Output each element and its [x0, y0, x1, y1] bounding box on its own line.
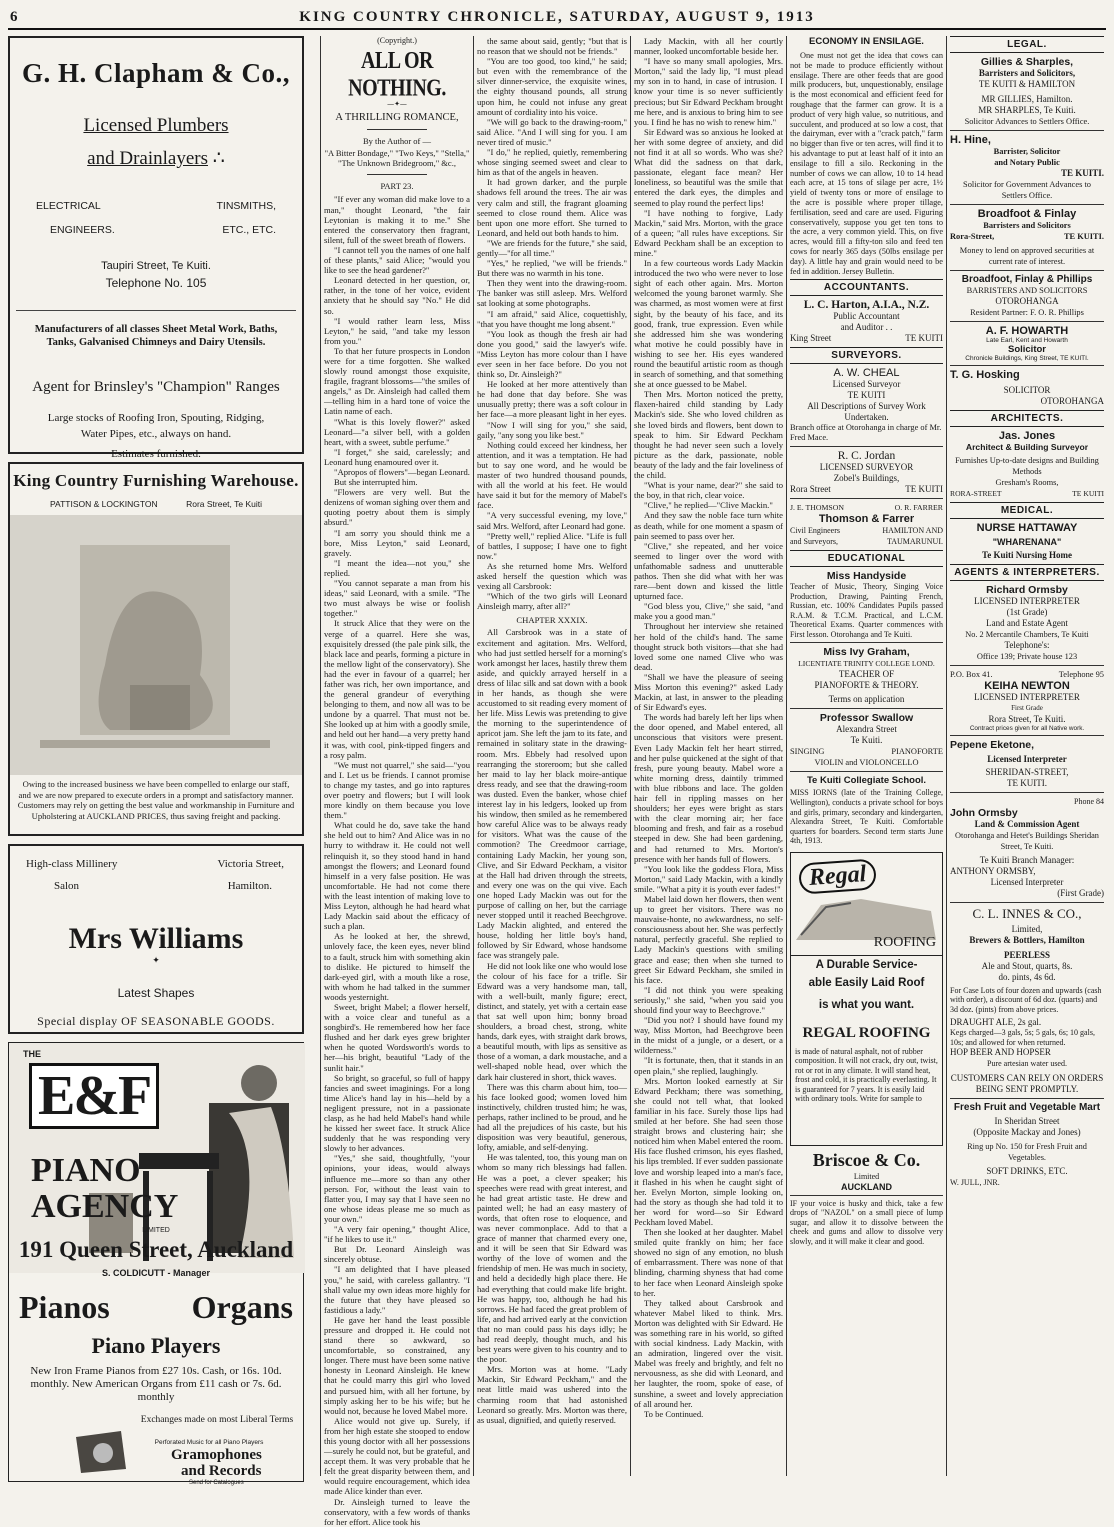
innes-line: Brewers & Bottlers, Hamilton	[969, 935, 1085, 945]
service-etc: ETC., ETC.	[222, 224, 276, 236]
story-chapter: CHAPTER XXXIX.	[516, 615, 588, 626]
tf-line: and Surveyors, TAUMARUNUI.	[790, 537, 943, 547]
ormsby-name: Richard Ormsby	[986, 584, 1068, 596]
fruit-name: Fresh Fruit and Vegetable Mart	[953, 1102, 1101, 1114]
howarth-line: Solicitor	[1007, 344, 1046, 355]
section-agents: AGENTS & INTERPRETERS.	[950, 564, 1104, 581]
gillies-line: MR SHARPLES, Te Kuiti.	[978, 105, 1076, 115]
story-title: ALL OR NOTHING.	[348, 47, 446, 102]
tf-line: Civil Engineers HAMILTON AND	[790, 526, 943, 536]
story-paragraph: "It is fortunate, then, that it stands in an open plain," she replied, laughingly.	[634, 1055, 783, 1076]
tf-partners: J. E. THOMSON O. R. FARRER	[790, 503, 943, 513]
story-paragraph: In a few courteous words Lady Mackin introduced the two who were never to lose sight of each other again. Mrs. Morton welcomed the young baronet warmly. She was charmed, as most women were at first sight, by the beauty of his face, and its good, frank, true expression. Even while she addressed him she was wondering what motive he could possibly have in wishing to see her. His eyes wandered round the beautiful artistic room as though in search of something, and that something she at once guessed to be Mabel.	[634, 258, 783, 390]
story-paragraph: the same about said, gently; "but that is no reason that we should not be friends."	[477, 36, 627, 57]
story-paragraph: "Now I will sing for you," she said, gaily, "any song you like best."	[477, 419, 627, 440]
fruit-line: SOFT DRINKS, ETC.	[986, 1166, 1068, 1177]
story-paragraph: "You are too good, too kind," he said; but even with the remembrance of the silver dinner-service, the exquisite wines, the eighty thousand pounds, all strung upon him, he could not infuse any great amount of cordiality into his voice.	[477, 56, 627, 117]
regal-line-1: A Durable Service-	[791, 955, 942, 971]
howarth-line: Late Earl, Kent and Howarth	[986, 337, 1068, 344]
story-paragraph: "I do," he replied, quietly, remembering whose singing seemed sweet and clear to him as that of the angels in heaven.	[477, 147, 627, 178]
jormsby-line: (First Grade)	[1057, 888, 1104, 898]
story-paragraph: "Yes," he replied, "we will be friends." But there was no warmth in his tone.	[477, 258, 627, 279]
story-text	[324, 194, 470, 1526]
story-paragraph: Throughout her interview she retained her hold of the child's hand. The same thought struck both visitors—that she had loved some one named Clive who was dead.	[634, 621, 783, 672]
story-paragraph: To that her future prospects in London were for a time forgotten. She walked slowly round amongst those exquisite, fragile, fragrant blossoms—"the smiles of angels," as Dr. Ainsleigh had called them—telling him in a hard tone of voice the Latin name of each.	[324, 345, 470, 417]
story-paragraph: All Carsbrook was in a state of excitement and agitation. Mrs. Welford, who had just settled herself for a morning's work amongst her laces, hastily threw them aside, and quickly arrayed herself in a dress of lilac silk and sat down with a book in her hands, as though she were accustomed to sit reading every moment of her life. Miss Lewis was pretending to give the morning to the superintendence of apricot jam. She left the jam to its fate, and remained in solitary state in the drawing-room. Mrs. Ebbely had resolved upon rearranging the storeroom; but she called her maid to lay her black moire-antique dress ready, and see that the drawing-room was dusted. Even the banker, whose chief interest lay in his ledgers, looked up from his window, then smiled as he remembered how careful Alice was to be always ready for visitors. What was the cause of the commotion? The Creedmoor carriage, containing Lady Mackin, her young son, Clive, and Sir Edward Peckham, a visitor at the Hall had driven through the streets, and every one was on the qui vive. Each one hoped Lady Mackin was out for the purpose of calling on her, but the carriage never stopped until it reached Beechgrove. Lady Mackin alighted, and entered the house, holding her little boy's hand, followed by Sir Edward, whose handsome face was strangely pale.	[477, 627, 627, 961]
swallow-line: VIOLIN and VIOLONCELLO	[814, 758, 919, 768]
clapham-stock: Large stocks of Roofing Iron, Spouting, Ridging, Water Pipes, etc., always on hand.	[47, 412, 265, 440]
gillies-line: MR GILLIES, Hamilton.	[981, 94, 1073, 104]
regal-logo: Regal	[798, 858, 877, 894]
story-paragraph: So bright, so graceful, so full of happy fancies and sweet imaginings. For a long time Alice's hand lay in his—held by a negligent pressure, not in a passionate clasp, as he had held Mabel's hand while he kissed her sweet face. It struck Alice suddenly that he was responding very slowly to her advances.	[324, 1072, 470, 1154]
story-paragraph: "What is your name, dear?" she said to the boy, in that rich, clear voice.	[634, 480, 783, 501]
clapham-estimates: Estimates furnished.	[111, 448, 201, 460]
bf-line: Money to lend on approved securities at current rate of interest.	[959, 246, 1095, 266]
cheal-line: Licensed Surveyor	[832, 379, 901, 390]
story-paragraph: "God bless you, Clive," she said, "and make you a good man."	[634, 601, 783, 622]
service-electrical: ELECTRICAL	[36, 200, 101, 212]
innes-line: Limited,	[1011, 924, 1043, 934]
clapham-manufacturing: Manufacturers of all classes Sheet Metal Work, Baths, Tanks, Galvanised Chimneys and Dairy Utensils.	[34, 324, 278, 348]
story-works: "A Bitter Bondage," "Two Keys," "Stella," "The Unknown Bridegroom," &c.,	[324, 148, 470, 169]
section-surveyors: SURVEYORS.	[790, 347, 943, 364]
page-number: 6	[10, 9, 18, 25]
story-paragraph: Lady Mackin, with all her courtly manner, looked uncomfortable beside her.	[634, 36, 783, 57]
story-paragraph: He gave her hand the least possible pressure and dropped it. He could not stand there so awkward, so uncomfortable, so constrained, any longer. There must have been some native honesty in Leonard Ainsleigh. He knew that he could marry this girl who loved and pursued him, with all her fortune, by simply asking her to be his wife; but he would not, because he loved Mabel more.	[324, 1314, 470, 1416]
hine-line: and Notary Public	[994, 158, 1060, 167]
story-paragraph: "What is this lovely flower?" asked Leonard—"a silver bell, with a golden heart, with a sweet, subtle perfume."	[324, 416, 470, 447]
story-paragraph: What could he do, save take the hand she held out to him? And Alice was in no hurry to withdraw it. He could not well relinquish it, so they stood hand in hand amongst the flowers; and Leonard found himself in a very false position. He was uncomfortable. He had not come there with the least intention of making love to Miss Leyton, although he had heard what Lady Mackin said about the efficacy of such a plan.	[324, 820, 470, 932]
story-paragraph: It had grown darker, and the purple shadows fell around the trees. The air was very calm and still, the fragrant gloaming seemed to close round them. Alice was bent upon one more effort. She turned to Leonard, and held out both hands to him.	[477, 177, 627, 238]
williams-display: Special display OF SEASONABLE GOODS.	[37, 1014, 275, 1028]
bfp-line: OTOROHANGA	[995, 296, 1059, 306]
story-paragraph: "Clive," she repeated, and her voice seemed to linger over the word with unfathomable sadness and unutterable pathos. Then she did what with her was rare—bent down and kissed the little upturned face.	[634, 540, 783, 602]
newton-line: LICENSED INTERPRETER	[974, 692, 1080, 702]
section-legal: LEGAL.	[950, 36, 1104, 53]
cheal-line: TE KUITI	[847, 390, 886, 401]
hattaway-name: NURSE HATTAWAY	[976, 522, 1078, 534]
handyside-name: Miss Handyside	[826, 570, 907, 583]
harton-name: L. C. Harton, A.I.A., N.Z.	[803, 299, 930, 312]
piano-badge: E&F	[29, 1063, 159, 1129]
clapham-services-row	[50, 224, 276, 236]
story-paragraph: Then Mrs. Morton noticed the pretty, flaxen-haired child standing by Lady Mackin's side. She who loved children as she loved birds and flowers, bent down to speak to him. Sir Edward Peckham thought he had never seen such a lovely picture as the dark, passionate, noble beauty of the lady and the fair loveliness of the child.	[634, 389, 783, 481]
graham-line: PIANOFORTE & THEORY.	[814, 680, 919, 691]
story-text	[477, 36, 627, 1425]
story-paragraph: "If ever any woman did make love to a man," thought Leonard, "the fair Leytonian is making it to me." She entered the conservatory then fragrant, silent, full of the sweet breath of flowers.	[324, 194, 470, 245]
ormsby-line: Land and Estate Agent	[986, 618, 1068, 628]
jordan-name: R. C. Jordan	[837, 450, 896, 463]
advert-column	[8, 36, 310, 1486]
story-paragraph: "I have so many small apologies, Mrs. Morton," said the lady lip, "I must plead my son in to hand, in case of intrusion. I know your time is so never sufficiently precious; but Sir Edward Peckham brought me here, and is anxious to bring him to see you. I find he has no wish to renew him."	[634, 56, 783, 127]
howarth-line: Chronicle Buildings, King Street, TE KUITI.	[965, 355, 1089, 362]
eketone-line: SHERIDAN-STREET,	[985, 767, 1069, 777]
piano-the: THE	[23, 1049, 41, 1059]
clapham-phone: Telephone No. 105	[105, 276, 207, 290]
harton-line: Public Accountant	[833, 311, 900, 322]
ormsby-line: LICENSED INTERPRETER	[974, 596, 1080, 606]
gillies-line: Solicitor Advances to Settlers Office.	[964, 117, 1090, 126]
hosking-line: SOLICITOR	[1003, 385, 1051, 395]
clapham-trade-line-2: and Drainlayers ∴	[87, 148, 225, 169]
hine-line: TE KUITI.	[1060, 168, 1104, 178]
story-paragraph: "I forget," she said, carelessly; and Leonard hung enamoured over it.	[324, 446, 470, 467]
handyside-body: Teacher of Music, Theory, Singing Voice Production, Drawing, Painting French, Russian, etc. 100% Candidates Pupils passed R.A.M. & T.C.M. Practical, and L.C.M. Theoretical Exams. Quarter commences with First lesson. Otorohanga and Te Kuiti.	[790, 582, 943, 639]
piano-agency-2: AGENCY	[31, 1188, 179, 1225]
fruit-line: Ring up No. 150 for Fresh Fruit and Vegetables.	[967, 1142, 1087, 1163]
jormsby-line: ANTHONY ORMSBY,	[950, 866, 1036, 876]
story-part: PART 23.	[380, 181, 414, 192]
newton-line: First Grade	[1011, 704, 1043, 712]
jones-line: Architect & Building Surveyor	[965, 442, 1089, 452]
regal-line-3: is what you want.	[818, 998, 915, 1011]
ensilage-body: One must not get the idea that cows can not be made to produce efficiently without ensilage. There are other feeds that are good milk producers, but, unquestionably, ensilage is the most economical and efficient feed for roughage that the farmer can grow. It is a product of very high value, so nutritious, and succulent, and produced at so low a cost, that the dairyman, ever with a "crack patch," farm no bigger than five or ten acres, will find it to his advantage to put at least half of it into an ensilage to fill a silo. Reckoning in the number of cows we can allow, 10 to 14 head each acre, at 15 tons of silage per acre, 1½ yield of twenty tons or more of ensilage to the acre is possible where proper tillage, fertilisation, seed and care are used. Figuring conservatively, suppose you get ten tons to the acre, a very common yield. This, on five acres, would fill a fifty-ton silo and feed ten cows for nearly 365 days (50lbs ensilage per day). A little hay and grain would need to be fed in addition. Jersey Bulletin.	[790, 51, 943, 276]
jordan-line: Zobel's Buildings,	[833, 473, 900, 484]
hattaway-line: "WHARENANA"	[992, 537, 1062, 547]
masthead	[8, 6, 1106, 30]
innes-line: DRAUGHT ALE, 2s gal.	[950, 1017, 1042, 1028]
story-paragraph: "Clive," he replied—"Clive Mackin."	[644, 500, 773, 511]
jones-name: Jas. Jones	[998, 430, 1056, 442]
furnishing-advert	[8, 462, 304, 836]
gillies-line: TE KUITI & HAMILTON	[978, 79, 1076, 89]
newton-line: Rora Street, Te Kuiti.	[988, 714, 1066, 724]
story-paragraph: Then they went into the drawing-room. The banker was still asleep. Mrs. Welford sat looking at some photographs.	[477, 278, 627, 309]
section-medical: MEDICAL.	[950, 502, 1104, 519]
piano-records: and Records	[181, 1463, 262, 1479]
piano-agency-1: PIANO	[31, 1152, 141, 1189]
story-paragraph: He did not look like one who would lose the colour of his face for a trifle. Sir Edward was a very handsome man, tall, with a well-built, manly figure; erect, distinct, and stately, yet with a certain ease that sat well upon him; bonny broad shoulders, a broad chest, strong, white hands, dark eyes, with straight dark brows, a beautiful mouth, with lips as sensitive as those of a woman, a dark moustache, and a well-shaped noble head, over which the dark hair clustered in short, thick waves.	[477, 960, 627, 1082]
regal-line-2: able Easily Laid Roof	[808, 976, 925, 989]
story-paragraph: "I am afraid," said Alice, coquettishly, "that you have thought me long absent."	[477, 308, 627, 329]
regal-roofing-advert	[790, 852, 943, 1146]
story-column-1: (Copyright.) ALL OR NOTHING. —✦— A THRILLING ROMANCE, By the Author of — "A Bitter Bondage," "Two Keys," "Stella," "The Unknown Bridegroom," &c., PART 23. "If ever any woman did make love to a man," thought Leonard, "the fair Leytonian is making it to me." She entered the conservatory then fragrant, silent, full of the sweet breath of flowers. "I cannot tell you the names of one half of these plants," said Alice; "would you like to see the head gardener?" Leonard detected in her question, or, rather, in the tone of her voice, evident anxiety that he should say "No." He did so. "I would rather learn less, Miss Leyton," he said, "and take my lesson from you." To that her future prospects in London were for a time forgotten. She walked slowly round amongst those exquisite, fragile, fragrant blossoms—"the smiles of angels," as Dr. Ainsleigh had called them—telling him in a hard tone of voice the Latin name of each. "What is this lovely flower?" asked Leonard—"a silver bell, with a golden heart, with a sweet, subtle perfume." "I forget," she said, carelessly; and Leonard hung enamoured over it. "Apropos of flowers"—began Leonard. But she interrupted him. "Flowers are very well. But the denizens of woman sighing over them and quoting poetry about them is simply absurd." "I am sorry you should think me a bore, Miss Leyton," said Leonard, gravely. "I meant the idea—not you," she replied. "You cannot separate a man from his ideas," said Leonard, with a smile. "The two must always be wise or foolish together." It struck Alice that they were on the verge of a quarrel. Here she was, exquisitely dressed (the pale pink silk, the black lace and pearls, forming a picture in the mellow light of the conservatory). She had the ever in favour of a quarrel; her father was rich, her own importance, and the general grandeur of everything belonging to them, and now all was to be undone by a quarrel. That must not be. She looked up at him with a goodly smile, and held out her hand—a very pretty hand it was, with cool, pink-tipped fingers and a rosy palm. "We must not quarrel," she said—"you and I. Let us be friends. I cannot promise to change my tastes, and go into raptures over poetry and flowers; but I will look more kindly on them because you love them." What could he do, save take the hand she held out to him? And Alice was in no hurry to withdraw it. He could not well relinquish it, so they stood hand in hand amongst the flowers; and Leonard found himself in a very false position. He was uncomfortable. He had not come there with the least intention of making love to Miss Leyton, although he had heard what Lady Mackin said about the efficacy of such a plan. As he looked at her, the shrewd, unlovely face, the keen eyes, never blind to a fault, struck him with something akin to dislike. He pictured to himself the dark-eyed girl, with a mouth like a rose, with whom he had talked in the summer woods yesternight. Sweet, bright Mabel; a flower herself, with a voice clear and tuneful as a songbird's. He remembered how her face flushed and her dark eyes grew brighter when he quoted Wordsworth's words to her—his bright, beautiful "Lady of the sunlit hair." So bright, so graceful, so full of happy fancies and sweet imaginings. For a long time Alice's hand lay in his—held by a negligent pressure, not in a passionate clasp, as he had held Mabel's hand while he kissed her sweet face. It struck Alice suddenly that he was responding very slowly to her advances. "Yes," she said, thoughtfully, "your opinions, your ideas, would always influence me—more so than any other person. For, without the least vain to flatter you, I may say that I have seen no one whose ideas please me so much as your own." "A very fair opening," thought Alice, "if he likes to use it." But Dr. Leonard Ainsleigh was sincerely obtuse. "I am delighted that I have pleased you," he said, with careless gallantry. "I shall value my own ideas more highly for the future that they have pleased so fastidious a lady." He gave her hand the least possible pressure and dropped it. He could not stand there so awkward, so uncomfortable, so constrained, any longer. There must have been some native honesty in Leonard Ainsleigh. He knew that he could marry this girl who loved and pursued him, with all her fortune, by simply asking her to be his wife; but he would not, because he loved Mabel more. Alice would not give up. Surely, if from her high estate she stooped to endow this young doctor with all her possessions—surely he could not, but be grateful, and accept them. It was very probable that he felt the great disparity between them, and would require encouragement, which idea made Alice kinder than ever. Dr. Ainsleigh turned to leave the conservatory, with a few words of thanks for her effort. Alice took his	[324, 36, 470, 1527]
piano-exchange: Exchanges made on most Liberal Terms	[140, 1415, 294, 1425]
section-educational: EDUCATIONAL	[790, 550, 943, 567]
story-paragraph: "A very fair opening," thought Alice, "if he likes to use it."	[324, 1224, 470, 1245]
bfp-name: Broadfoot, Finlay & Phillips	[961, 274, 1093, 285]
piano-send: Send for Catalogues	[189, 1480, 244, 1486]
clapham-agent: Agent for Brinsley's "Champion" Ranges	[32, 379, 280, 395]
jormsby-name: John Ormsby	[950, 807, 1018, 819]
jones-address: RORA-STREET TE KUITI	[950, 489, 1104, 498]
tf-name: Thomson & Farrer	[818, 513, 915, 526]
story-paragraph: Sir Edward was so anxious he looked at her with some degree of anxiety, and did not find it at all so words. Who was she? What did the sadness on that dark, passionate, elegant face mean? Her loneliness, so beautiful was the smile that entered the dark eyes, the dimples and seemed to play round the perfect lips!	[634, 126, 783, 208]
jordan-address: Rora Street TE KUITI	[790, 484, 943, 495]
fruit-line: In Sheridan Street	[994, 1116, 1060, 1127]
innes-line: For Case Lots of four dozen and upwards (cash with order), a discount of 6d doz. (quarts) and 3d doz. (pints) from above prices.	[950, 986, 1102, 1014]
williams-town: Hamilton.	[227, 880, 272, 892]
bf-line: Barristers and Solicitors	[983, 221, 1071, 230]
jordan-line: LICENSED SURVEYOR	[819, 462, 914, 473]
story-paragraph: "Yes," she said, thoughtfully, "your opinions, your ideas, would always influence me—more so than any other person. For, without the least vain to flatter you, I may say that I have seen no one whose ideas please me so much as your own."	[324, 1153, 470, 1224]
story-paragraph: "We will go back to the drawing-room," said Alice. "And I will sing for you. I am never tired of music."	[477, 116, 627, 147]
jormsby-line: Otorohanga and Hetet's Buildings Sheridan Street, Te Kuiti.	[955, 831, 1099, 851]
story-paragraph: Dr. Ainsleigh turned to leave the conservatory, with a few words of thanks for her effort. Alice took his	[324, 1496, 470, 1527]
piano-agency-advert	[8, 1042, 304, 1486]
swallow-line: Te Kuiti.	[850, 735, 883, 746]
piano-gramophones: Gramophones	[171, 1447, 262, 1463]
briscoe-name: Briscoe & Co.	[812, 1149, 921, 1170]
section-architects: ARCHITECTS.	[950, 410, 1104, 427]
hattaway-line: Te Kuiti Nursing Home	[982, 550, 1072, 560]
story-paragraph: Sweet, bright Mabel; a flower herself, with a voice clear and tuneful as a songbird's. He remembered how her face flushed and her dark eyes grew brighter when he quoted Wordsworth's words to her—his bright, beautiful "Lady of the sunlit hair."	[324, 1001, 470, 1073]
story-subtitle: A THRILLING ROMANCE,	[335, 112, 459, 124]
regal-body: is made of natural asphalt, not of rubber composition. It will not crack, dry out, twist, rot or rot in any climate. It will stand heat, frost and cold, it is practically everlasting. It is guaranteed for 7 years. It is easily laid with ordinary tools. Write for sample to	[795, 1046, 938, 1103]
williams-street: Victoria Street,	[217, 858, 284, 870]
cheal-line: All Descriptions of Survey Work Undertaken.	[807, 401, 926, 423]
harton-line: and Auditor . .	[840, 322, 893, 333]
bf-address: Rora-Street, TE KUITI.	[950, 232, 1104, 241]
story-paragraph: Alice would not give up. Surely, if from her high estate she stooped to endow this young doctor with all her possessions—surely he could not, but be grateful, and accept them. It was very probable that he felt the great disparity between them, and would require encouragement, which idea made Alice kinder than ever.	[324, 1415, 470, 1497]
jones-line: Furnishes Up-to-date designs and Building Methods	[955, 456, 1099, 476]
newton-line: Contract prices given for all Native work.	[969, 725, 1085, 732]
story-paragraph: Nothing could exceed her kindness, her attention, and it was a temptation. He had but to say one word, and he would be master of two hundred thousand pounds, with all the world at his feet. He would have said it but for the memory of Mabel's face.	[477, 439, 627, 511]
story-paragraph: The words had barely left her lips when the door opened, and Mabel entered, all unconscious that visitors were present. Even Lady Mackin felt her heart stirred, and her pulse quickened at the sight of that fresh, pure young beauty. Mabel wore a white morning dress, daintily trimmed with blue ribbons and lace. The golden hair fell in rippling masses on her shoulders; her eyes were bright as stars with the clear morning air; her face blooming and fresh, and fair as a rosebud steeped in dew. She had been gardening, and had returned to Mrs. Morton's presence with her hands full of flowers.	[634, 712, 783, 864]
column-rule	[946, 36, 947, 1476]
hine-name: H. Hine,	[950, 134, 991, 146]
newton-name: KEIHA NEWTON	[984, 680, 1070, 692]
hosking-line: OTOROHANGA	[1040, 396, 1104, 406]
story-paragraph: And they saw the noble face turn white as death, while for one moment a spasm of pain seemed to pass over her.	[634, 510, 783, 541]
jormsby-line: Licensed Interpreter	[990, 877, 1064, 887]
clapham-address: Taupiri Street, Te Kuiti.	[101, 260, 211, 272]
innes-line: PEERLESS	[1003, 950, 1051, 960]
hine-line: Barrister, Solicitor	[993, 147, 1061, 156]
column-rule	[473, 36, 474, 1476]
graham-line: LICENTIATE TRINITY COLLEGE LOND.	[798, 659, 935, 669]
column-rule	[630, 36, 631, 1476]
williams-row	[26, 858, 284, 870]
story-column-3	[634, 36, 783, 1476]
directory-column-right	[950, 36, 1104, 1476]
college-head: Te Kuiti Collegiate School.	[806, 775, 927, 787]
fruit-line: W. JULL, JNR.	[950, 1178, 1000, 1188]
piano-manager: S. COLDICUTT - Manager	[101, 1268, 210, 1278]
story-paragraph: As he looked at her, the shrewd, unlovely face, the keen eyes, never blind to a fault, struck him with something akin to dislike. He pictured to himself the dark-eyed girl, with a mouth like a rose, with whom he had talked in the summer woods yesternight.	[324, 931, 470, 1002]
fruit-line: (Opposite Mackay and Jones)	[973, 1127, 1081, 1138]
furnishing-name: King Country Furnishing Warehouse.	[13, 471, 299, 490]
story-paragraph: "Apropos of flowers"—began Leonard.	[334, 467, 470, 477]
nazol-ad: IF your voice is husky and thick, take a few drops of "NAZOL" on a small piece of lump sugar, and allow it to dissolve between the cheek and gums and allow to dissolve very slowly, and it will make it clear and good.	[790, 1198, 943, 1246]
story-copyright: (Copyright.)	[377, 36, 417, 45]
eketone-line: Licensed Interpreter	[987, 754, 1067, 764]
newspaper-title: KING COUNTRY CHRONICLE, SATURDAY, AUGUST 9, 1913	[299, 9, 815, 25]
story-paragraph: Leonard detected in her question, or, rather, in the tone of her voice, evident anxiety that he should say "No." He did so.	[324, 275, 470, 316]
story-paragraph: "You cannot separate a man from his ideas," said Leonard, with a smile. "The two must always be wise or foolish together."	[324, 578, 470, 619]
gillies-name: Gillies & Sharples,	[980, 56, 1074, 68]
cheal-line: Branch office at Otorohanga in charge of Mr. Fred Mace.	[790, 423, 942, 443]
story-paragraph: "Shall we have the pleasure of seeing Miss Morton this evening?" asked Lady Mackin, at last, in answer to the pleading of Sir Edward's eyes.	[634, 671, 783, 713]
story-text	[634, 36, 783, 1419]
harton-address: King Street TE KUITI	[790, 333, 943, 344]
eketone-name: Pepene Eketone,	[950, 739, 1035, 751]
cheal-name: A. W. CHEAL	[833, 367, 900, 380]
story-paragraph: They talked about Carsbrook and whatever Mabel liked to think. Mrs. Morton was delighted with Sir Edward. He was something rare in his world, so gifted with social kindness. Lady Mackin, with an admiration, lingered over the visit. Mabel was freely and brightly, and felt no nervousness, as she did with Leonard, and her laughter, the room, spoke of ease, of sunshine, a sweet and lovely appreciation of all around her.	[634, 1297, 783, 1409]
story-paragraph: "I did not think you were speaking seriously," she said, "when you said you should find your way to Beechgrove."	[634, 984, 783, 1015]
newspaper-page	[8, 6, 1106, 1527]
gillies-line: Barristers and Solicitors,	[978, 68, 1076, 78]
piano-address: 191 Queen Street, Auckland	[18, 1237, 294, 1262]
innes-line: CUSTOMERS CAN RELY ON ORDERS BEING SENT PROMPTLY.	[950, 1073, 1104, 1095]
story-paragraph: He was talented, too, this young man on whom so many rich blessings had fallen. He was a poet, a clever speaker; his speeches were read with great interest, and he had great artistic taste. He drew and painted well; he had an easy mastery of words, that often rose to eloquence, and was never commonplace. Add to that a grace of manner that charmed every one, and it will be seen that Sir Edward was worthy of the love of women and the friendship of men. He was much in society, and held a decidedly high place there. He had everything that could make life bright. He was happy, too, although he had his sorrows. He had faced the great problem of life, and had arrived early at the conviction that no man could pass his days idly; he had read deeply, thought much, and his best years were given to his country and to the poor.	[477, 1152, 627, 1365]
story-paragraph: Mrs. Morton was at home. "Lady Mackin, Sir Edward Peckham," and the neat little maid was ushered into the charming room that had astonished Leonard so greatly. Mrs. Morton was there, as usual, dignified, and quietly reserved.	[477, 1364, 627, 1425]
story-byline: By the Author of —	[363, 136, 431, 147]
innes-name: C. L. INNES & CO.,	[972, 906, 1082, 921]
howarth-name: A. F. HOWARTH	[985, 325, 1069, 337]
column-rule	[786, 36, 787, 1476]
warehouse-image	[10, 515, 302, 775]
story-paragraph: Mabel laid down her flowers, then went up to greet her visitors. There was no mauvaise-honte, no awkwardness, no self-consciousness about her. She was perfectly natural, perfectly graceful. She replied to Lady Mackin's questions with smiling grace and ease; then when she turned to greet Sir Edward Peckham, she smiled in his face.	[634, 893, 783, 985]
piano-players: Piano Players	[91, 1333, 221, 1358]
story-paragraph: But Dr. Leonard Ainsleigh was sincerely obtuse.	[324, 1244, 470, 1265]
jormsby-line: Te Kuiti Branch Manager:	[979, 855, 1075, 865]
ensilage-head: ECONOMY IN ENSILAGE.	[809, 36, 924, 47]
story-paragraph: "You look like the goddess Flora, Miss Morton," said Lady Mackin, with a kindly smile. "What a pity it is youth ever fades!"	[634, 863, 783, 894]
bfp-line: Resident Partner: F. O. R. Phillips	[970, 308, 1084, 317]
williams-salon: Salon	[54, 880, 80, 892]
college-body: MISS IORNS (late of the Training College, Wellington), conducts a private school for boys and girls, primary, secondary and kindergarten, Alexandra Street, Te Kuiti. Comfortable quarters for boarders. Second term starts June 4th, 1913.	[790, 788, 943, 846]
ormsby-line: Telephone's:	[1004, 640, 1050, 650]
innes-line: Ale and Stout, quarts, 8s.	[981, 961, 1073, 971]
directory-column-mid	[790, 36, 943, 1476]
clapham-advert	[8, 36, 304, 460]
column-rule	[320, 36, 321, 1476]
story-paragraph: "We must not quarrel," she said—"you and I. Let us be friends. I cannot promise to change my tastes, and go into raptures over poetry and flowers; but I will look more kindly on them because you love them."	[324, 759, 470, 821]
williams-name: Mrs Williams	[68, 922, 244, 955]
clapham-services-row	[36, 200, 276, 212]
story-paragraph: There was this charm about him, too—his face looked good; women loved him instinctively, children trusted him; he was, perhaps, rather inclined to be proud, and he had all the prejudices of his caste, but his disposition was very beautiful, generous, lofty, amiable, and self-denying.	[477, 1081, 627, 1153]
furnishing-proprietors: PATTISON & LOCKINGTON	[50, 499, 158, 509]
jones-line: Gresham's Rooms,	[995, 478, 1059, 487]
story-paragraph: "Which of the two girls will Leonard Ainsleigh marry, after all?"	[477, 591, 627, 612]
service-engineers: ENGINEERS.	[50, 224, 115, 236]
regal-roofing-img: ROOFING	[873, 934, 936, 950]
piano-products	[19, 1289, 293, 1326]
swallow-name: Professor Swallow	[819, 712, 914, 725]
furnishing-body: Owing to the increased business we have been compelled to enlarge our staff, and we are now prepared to execute orders in a prompt and satisfactory manner. Customers may rely on getting the best value and workmanship in Furniture and Upholstering at AUCKLAND PRICES, thus saving freight and packing.	[17, 779, 295, 821]
ormsby-line: (1st Grade)	[1006, 607, 1048, 617]
eketone-line: TE KUITI.	[1007, 778, 1047, 788]
piano-limited: LIMITED	[142, 1227, 170, 1234]
story-paragraph: "Did you not? I should have found my way, Miss Morton, had Beechgrove been in the midst of a jungle, or a desert, or a wilderness."	[634, 1015, 783, 1056]
service-tinsmiths: TINSMITHS,	[216, 200, 276, 212]
story-paragraph: "I cannot tell you the names of one half of these plants," said Alice; "would you like to see the head gardener?"	[324, 244, 470, 276]
graham-line: TEACHER OF	[838, 669, 895, 680]
swallow-line: Alexandra Street	[836, 724, 897, 735]
hine-line: Solicitor for Government Advances to Settlers Office.	[963, 180, 1091, 200]
piano-offer: New Iron Frame Pianos from £27 10s. Cash, or 16s. 10d. monthly. New American Organs from £11 cash or 7s. 6d. monthly	[30, 1365, 282, 1403]
ormsby-line: No. 2 Mercantile Chambers, Te Kuiti	[965, 630, 1089, 639]
story-paragraph: It struck Alice that they were on the verge of a quarrel. Here she was, exquisitely dressed (the pale pink silk, the black lace and pearls, forming a picture in the mellow light of the conservatory). She had the ever in favour of a quarrel; her father was rich, her own importance, and the general grandeur of everything belonging to them, and now all was to be undone by a quarrel. That must not be. She looked up at him with a goodly smile, and held out her hand—a very pretty hand it was, with cool, pink-tipped fingers and a rosy palm.	[324, 618, 470, 760]
jormsby-phone: Phone 84	[1074, 797, 1104, 806]
story-column-2	[477, 36, 627, 1476]
clapham-trade-line-1: Licensed Plumbers	[83, 115, 229, 136]
williams-shapes: Latest Shapes	[117, 986, 195, 1000]
story-paragraph: Then she looked at her daughter. Mabel smiled quite frankly on him; her face showed no sign of any emotion, no blush of embarrassment. There was none of that blinding, charming shyness that had come to her face when Leonard Ainsleigh spoke to her.	[634, 1227, 783, 1298]
piano-organs: Organs	[191, 1289, 293, 1325]
story-paragraph: "A very successful evening, my love," said Mrs. Welford, after Leonard had gone.	[477, 510, 627, 531]
story-paragraph: To be Continued.	[644, 1408, 704, 1419]
williams-millinery: High-class Millinery	[26, 858, 118, 870]
section-accountants: ACCOUNTANTS.	[790, 279, 943, 296]
williams-advert: High-class Millinery Victoria Street, Salon Hamilton. Mrs Williams ✦ Latest Shapes Special display OF SEASONABLE GOODS.	[8, 844, 304, 1034]
graham-name: Miss Ivy Graham,	[823, 646, 910, 659]
story-paragraph: "I am delighted that I have pleased you," he said, with careless gallantry. "I shall value my own ideas more highly for the future that they have pleased so fastidious a lady."	[324, 1264, 470, 1315]
story-paragraph: As she returned home Mrs. Welford asked herself the question which was vexing all Carsbrook:	[477, 560, 627, 592]
briscoe-line: Limited	[853, 1171, 880, 1181]
piano-pianos: Pianos	[19, 1289, 110, 1325]
piano-catalogue: Perforated Music for all Piano Players	[154, 1439, 264, 1446]
innes-line: Pure artesian water used.	[987, 1059, 1067, 1069]
bfp-line: BARRISTERS AND SOLICITORS	[966, 286, 1088, 295]
graham-line: Terms on application	[828, 694, 905, 705]
story-paragraph: But she interrupted him.	[334, 477, 418, 488]
story-paragraph: "You look as though the fresh air had done you good," said the lawyer's wife. "Miss Leyton has more colour than I have ever seen in her face before. Do you not think so, Dr. Ainsleigh?"	[477, 328, 627, 380]
story-paragraph: "Pretty well," replied Alice. "Life is full of battles, I suppose; I have one to fight now."	[477, 530, 627, 561]
bf-name: Broadfoot & Finlay	[977, 208, 1077, 220]
story-paragraph: He looked at her more attentively than he had done that day before. She was unusually pretty; there was a soft colour in her face—a more pleasant light in her eyes.	[477, 379, 627, 420]
gramophone-image	[71, 1429, 141, 1477]
hosking-name: T. G. Hosking	[950, 369, 1020, 381]
swallow-subjects: SINGING PIANOFORTE	[790, 747, 943, 757]
story-paragraph: "Flowers are very well. But the denizens of woman sighing over them and quoting poetry about them is simply absurd."	[324, 487, 470, 528]
story-paragraph: "I meant the idea—not you," she replied.	[324, 557, 470, 578]
story-paragraph: "We are friends for the future," she said, gently—"for all time."	[477, 237, 627, 258]
newton-contacts: P.O. Box 41. Telephone 95	[950, 670, 1104, 679]
story-paragraph: "I am sorry you should think me a bore, Miss Leyton," said Leonard, gravely.	[324, 527, 470, 558]
jormsby-line: Land & Commission Agent	[974, 819, 1080, 829]
innes-line: Kegs charged—3 gals, 5s; 5 gals, 6s; 10 gals, 10s; and allowed for when returned.	[950, 1028, 1095, 1047]
furnishing-address: Rora Street, Te Kuiti	[186, 499, 262, 509]
williams-row	[54, 880, 272, 892]
furnishing-address-row	[50, 499, 262, 509]
clapham-name: G. H. Clapham & Co.,	[21, 58, 291, 88]
innes-line: HOP BEER AND HOPSER	[950, 1047, 1051, 1058]
story-paragraph: "I have nothing to forgive, Lady Mackin," said Mrs. Morton, with the grace of a queen; "all rules have exceptions. Sir Edward Peckham shall be an exception to mine."	[634, 207, 783, 258]
story-paragraph: "I would rather learn less, Miss Leyton," he said, "and take my lesson from you."	[324, 315, 470, 346]
ormsby-line: Office 139; Private house 123	[976, 652, 1078, 661]
innes-line: do. pints, 4s 6d.	[998, 972, 1056, 982]
briscoe-line: AUCKLAND	[841, 1181, 892, 1192]
regal-head: REGAL ROOFING	[802, 1024, 931, 1041]
story-paragraph: Mrs. Morton looked earnestly at Sir Edward Peckham; there was something, she could not tell what, that looked familiar in his face. Surely those lips had smiled at her before. She had seen those straight brows and clustering hair; she noticed him when Mabel entered the room. His face flushed crimson, his eyes flashed, his lips trembled. If ever sudden passionate love and worship leaped into a man's face, it flashed in his when he caught sight of her. Evelyn Morton, simple looking on, had the story as though she had told it to her word for word—so Sir Edward Peckham loved Mabel.	[634, 1075, 783, 1227]
